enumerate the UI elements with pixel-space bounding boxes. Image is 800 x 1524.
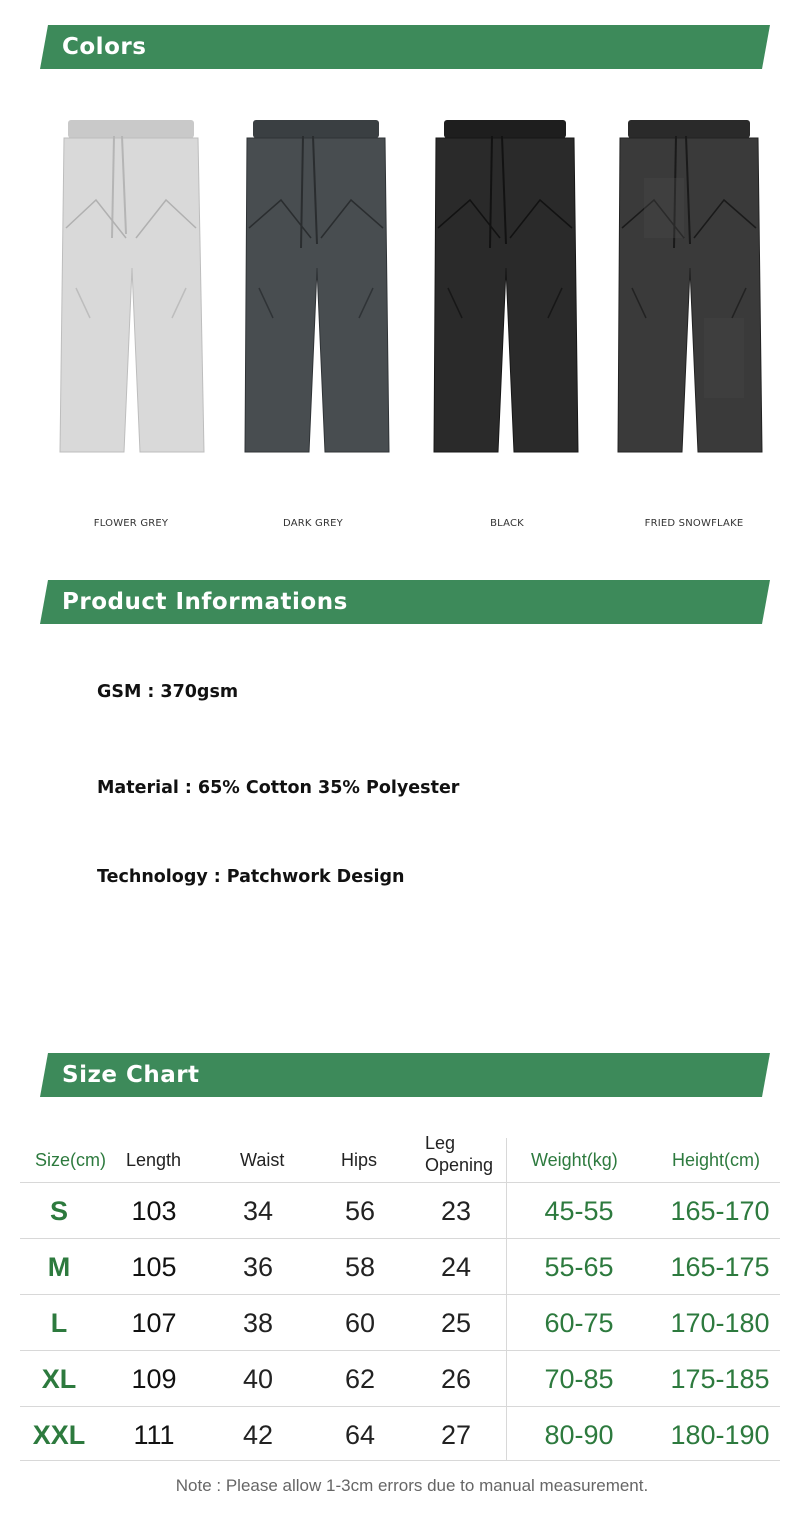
cell-length: 111 — [133, 1420, 175, 1450]
color-label-fried-snowflake: FRIED SNOWFLAKE — [644, 518, 744, 529]
cell-weight: 80-90 — [544, 1420, 614, 1450]
info-value: 370gsm — [160, 682, 239, 702]
header-height: Height(cm) — [672, 1150, 761, 1170]
header-weight: Weight(kg) — [531, 1150, 618, 1170]
cell-waist: 34 — [242, 1196, 274, 1226]
cell-size: XL — [41, 1364, 77, 1394]
colors-section-title: Colors — [62, 34, 147, 60]
product-image-black — [430, 118, 580, 458]
cell-waist: 38 — [242, 1308, 274, 1338]
header-size: Size(cm) — [35, 1150, 106, 1170]
color-label-flower-grey: FLOWER GREY — [93, 518, 169, 529]
pants-image — [430, 118, 580, 458]
info-label: GSM — [97, 682, 142, 702]
cell-length: 107 — [131, 1308, 177, 1338]
cell-size: L — [50, 1308, 68, 1338]
cell-hips: 60 — [344, 1308, 376, 1338]
table-row — [20, 1182, 780, 1238]
size-chart-section-title: Size Chart — [62, 1062, 200, 1088]
cell-leg-opening: 23 — [440, 1196, 472, 1226]
cell-length: 109 — [131, 1364, 177, 1394]
cell-size: M — [47, 1252, 71, 1282]
cell-height: 180-190 — [670, 1420, 770, 1450]
cell-height: 165-170 — [670, 1196, 770, 1226]
pants-image — [241, 118, 391, 458]
banner-shape — [40, 25, 770, 69]
header-waist: Waist — [240, 1150, 285, 1170]
cell-weight: 60-75 — [544, 1308, 614, 1338]
color-label-black: BLACK — [490, 518, 524, 529]
cell-leg-opening: 26 — [440, 1364, 472, 1394]
row-divider — [20, 1460, 780, 1461]
product-image-dark-grey — [241, 118, 391, 458]
cell-height: 170-180 — [670, 1308, 770, 1338]
info-value: 65% Cotton 35% Polyester — [197, 778, 460, 798]
cell-waist: 42 — [242, 1420, 274, 1450]
info-technology: Technology : Patchwork Design — [97, 867, 405, 887]
measurement-note: Note : Please allow 1-3cm errors due to manual measurement. — [175, 1476, 649, 1495]
cell-hips: 56 — [344, 1196, 376, 1226]
cell-height: 165-175 — [670, 1252, 770, 1282]
cell-weight: 55-65 — [544, 1252, 614, 1282]
info-label: Material — [97, 778, 179, 798]
info-section-title: Product Informations — [62, 589, 348, 615]
cell-leg-opening: 27 — [440, 1420, 472, 1450]
cell-size: S — [49, 1196, 68, 1226]
cell-height: 175-185 — [670, 1364, 770, 1394]
cell-length: 103 — [131, 1196, 177, 1226]
info-label: Technology — [97, 867, 208, 887]
table-row — [20, 1294, 780, 1350]
cell-hips: 62 — [344, 1364, 376, 1394]
cell-waist: 36 — [242, 1252, 274, 1282]
cell-weight: 70-85 — [544, 1364, 614, 1394]
table-row — [20, 1406, 780, 1462]
header-leg: Leg — [425, 1133, 456, 1153]
header-length: Length — [126, 1150, 182, 1170]
info-section-banner — [40, 580, 770, 624]
size-chart-section-banner — [40, 1053, 770, 1097]
cell-hips: 58 — [344, 1252, 376, 1282]
product-image-fried-snowflake — [614, 118, 764, 458]
table-row — [20, 1238, 780, 1294]
cell-leg-opening: 25 — [440, 1308, 472, 1338]
cell-waist: 40 — [242, 1364, 274, 1394]
table-row — [20, 1350, 780, 1406]
header-hips: Hips — [341, 1150, 378, 1170]
info-value: Patchwork Design — [226, 867, 405, 887]
table-bottom-border — [20, 1460, 780, 1461]
pants-image — [56, 118, 206, 458]
header-leg-opening: Opening — [425, 1155, 494, 1175]
cell-leg-opening: 24 — [440, 1252, 472, 1282]
colors-section-banner — [40, 25, 770, 69]
pants-image — [614, 118, 764, 458]
color-label-dark-grey: DARK GREY — [283, 518, 343, 529]
cell-hips: 64 — [344, 1420, 376, 1450]
cell-size: XXL — [32, 1420, 86, 1450]
cell-length: 105 — [131, 1252, 177, 1282]
cell-weight: 45-55 — [544, 1196, 614, 1226]
info-gsm: GSM : 370gsm — [97, 682, 239, 702]
product-image-flower-grey — [56, 118, 206, 458]
info-material: Material : 65% Cotton 35% Polyester — [97, 778, 460, 798]
